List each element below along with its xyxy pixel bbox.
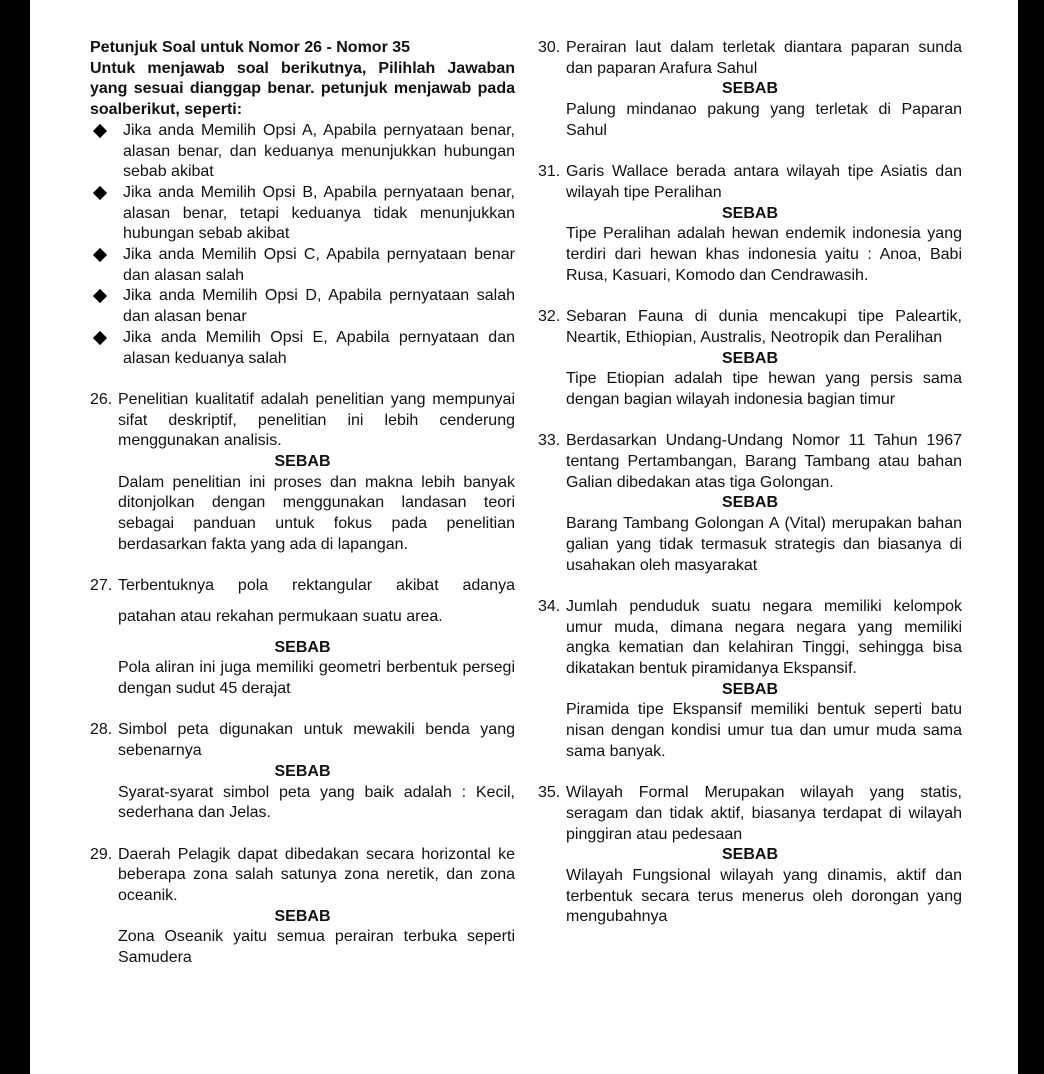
option-text: Jika anda Memilih Opsi B, Apabila pernyataan benar, alasan benar, tetapi keduanya tidak menunjukkan hubungan sebab akibat: [123, 183, 515, 243]
question-29: [90, 845, 515, 907]
question-statement-line-2: patahan atau rekahan permukaan suatu area.: [118, 607, 443, 625]
question-number: 26.: [90, 390, 113, 408]
left-column: [90, 38, 515, 969]
question-32: [538, 307, 962, 348]
document-page: [30, 0, 1018, 1074]
question-reason: Piramida tipe Ekspansif memiliki bentuk seperti batu nisan dengan kondisi umur tua dan umur muda sama sama banyak.: [566, 701, 962, 760]
question-statement: Daerah Pelagik dapat dibedakan secara horizontal ke beberapa zona salah satunya zona neretik, dan zona oceanik.: [118, 845, 515, 905]
diamond-bullet-icon: [93, 289, 107, 303]
question-statement: Sebaran Fauna di dunia mencakupi tipe Paleartik, Neartik, Ethiopian, Australis, Neotropik dan Peralihan: [566, 308, 962, 346]
option-c: [90, 245, 515, 286]
diamond-bullet-icon: [93, 186, 107, 200]
option-text: Jika anda Memilih Opsi D, Apabila pernyataan salah dan alasan benar: [123, 287, 515, 326]
right-column: [538, 38, 962, 928]
question-number: 32.: [538, 308, 561, 326]
sebab-label: SEBAB: [721, 80, 778, 98]
sebab-label: SEBAB: [721, 494, 778, 512]
question-34: [538, 597, 962, 680]
question-number: 33.: [538, 432, 561, 450]
question-statement: Penelitian kualitatif adalah penelitian yang mempunyai sifat deskriptif, penelitian ini lebih cenderung menggunakan analisis.: [118, 390, 515, 450]
question-number: 28.: [90, 721, 113, 739]
question-number: 30.: [538, 39, 561, 56]
question-reason: Barang Tambang Golongan A (Vital) merupakan bahan galian yang tidak termasuk strategis dan biasanya di usahakan oleh masyarakat: [566, 515, 962, 574]
question-statement-line-1: Terbentuknya pola rektangular akibat adanya: [118, 577, 515, 595]
question-35: [538, 783, 962, 845]
option-text: Jika anda Memilih Opsi C, Apabila pernyataan benar dan alasan salah: [123, 246, 515, 284]
question-statement: Simbol peta digunakan untuk mewakili benda yang sebenarnya: [118, 721, 515, 760]
instructions-text: Untuk menjawab soal berikutnya, Pilihlah Jawaban yang sesuai dianggap benar. petunjuk menjawab pada soalberikut, seperti:: [90, 59, 515, 119]
option-b: [90, 183, 515, 245]
sebab-label: SEBAB: [721, 680, 778, 698]
sebab-label: SEBAB: [274, 638, 331, 656]
sebab-label: SEBAB: [274, 453, 331, 471]
option-d: [90, 286, 515, 327]
question-30: [538, 38, 962, 79]
sebab-label: SEBAB: [721, 349, 778, 367]
option-a: [90, 121, 515, 183]
question-number: 27.: [90, 577, 113, 595]
diamond-bullet-icon: [93, 124, 107, 138]
left-dark-border: [0, 0, 30, 1074]
question-reason: Tipe Etiopian adalah tipe hewan yang persis sama dengan bagian wilayah indonesia bagian timur: [566, 370, 962, 408]
right-dark-border: [1018, 0, 1044, 1074]
question-31: [538, 162, 962, 203]
question-27: [90, 576, 515, 627]
question-statement: Garis Wallace berada antara wilayah tipe Asiatis dan wilayah tipe Peralihan: [566, 163, 962, 201]
option-text: Jika anda Memilih Opsi E, Apabila pernyataan dan alasan keduanya salah: [123, 328, 515, 367]
question-number: 35.: [538, 784, 561, 802]
question-statement: Jumlah penduduk suatu negara memiliki kelompok umur muda, dimana negara negara yang memiliki angka kematian dan kelahiran Tinggi, sehingga bisa dikatakan bentuk piramidanya Ekspansif.: [566, 597, 962, 678]
question-number: 29.: [90, 845, 113, 863]
instructions-title: Petunjuk Soal untuk Nomor 26 - Nomor 35: [90, 39, 411, 56]
option-e: [90, 328, 515, 369]
question-28: [90, 720, 515, 761]
question-statement: Perairan laut dalam terletak diantara paparan sunda dan paparan Arafura Sahul: [566, 39, 962, 77]
question-reason: Zona Oseanik yaitu semua perairan terbuka seperti Samudera: [118, 928, 515, 967]
question-statement: Wilayah Formal Merupakan wilayah yang statis, seragam dan tidak aktif, biasanya terdapat di wilayah pinggiran atau pedesaan: [566, 784, 962, 843]
diamond-bullet-icon: [93, 248, 107, 262]
diamond-bullet-icon: [93, 331, 107, 345]
question-reason: Tipe Peralihan adalah hewan endemik indonesia yang terdiri dari hewan khas indonesia yaitu : Anoa, Babi Rusa, Kasuari, Komodo dan Cendrawasih.: [566, 225, 962, 284]
sebab-label: SEBAB: [274, 762, 331, 780]
sebab-label: SEBAB: [721, 846, 778, 864]
question-reason: Palung mindanao pakung yang terletak di Paparan Sahul: [566, 101, 962, 139]
sebab-label: SEBAB: [274, 907, 331, 925]
question-33: [538, 431, 962, 493]
question-reason: Syarat-syarat simbol peta yang baik adalah : Kecil, sederhana dan Jelas.: [118, 783, 515, 822]
question-reason: Wilayah Fungsional wilayah yang dinamis, aktif dan terbentuk secara terus menerus oleh dorongan yang mengubahnya: [566, 867, 962, 926]
sebab-label: SEBAB: [721, 204, 778, 222]
question-number: 34.: [538, 597, 561, 615]
question-number: 31.: [538, 163, 561, 181]
question-reason: Dalam penelitian ini proses dan makna lebih banyak ditonjolkan dengan menggunakan landasan teori sebagai panduan untuk fokus pada penelitian berdasarkan fakta yang ada di lapangan.: [118, 473, 515, 553]
question-26: [90, 390, 515, 452]
question-reason: Pola aliran ini juga memiliki geometri berbentuk persegi dengan sudut 45 derajat: [118, 659, 515, 698]
option-text: Jika anda Memilih Opsi A, Apabila pernyataan benar, alasan benar, dan keduanya menunjukkan hubungan sebab akibat: [123, 121, 515, 181]
question-statement: Berdasarkan Undang-Undang Nomor 11 Tahun 1967 tentang Pertambangan, Barang Tambang atau bahan Galian dibedakan atas tiga Golongan.: [566, 432, 962, 491]
